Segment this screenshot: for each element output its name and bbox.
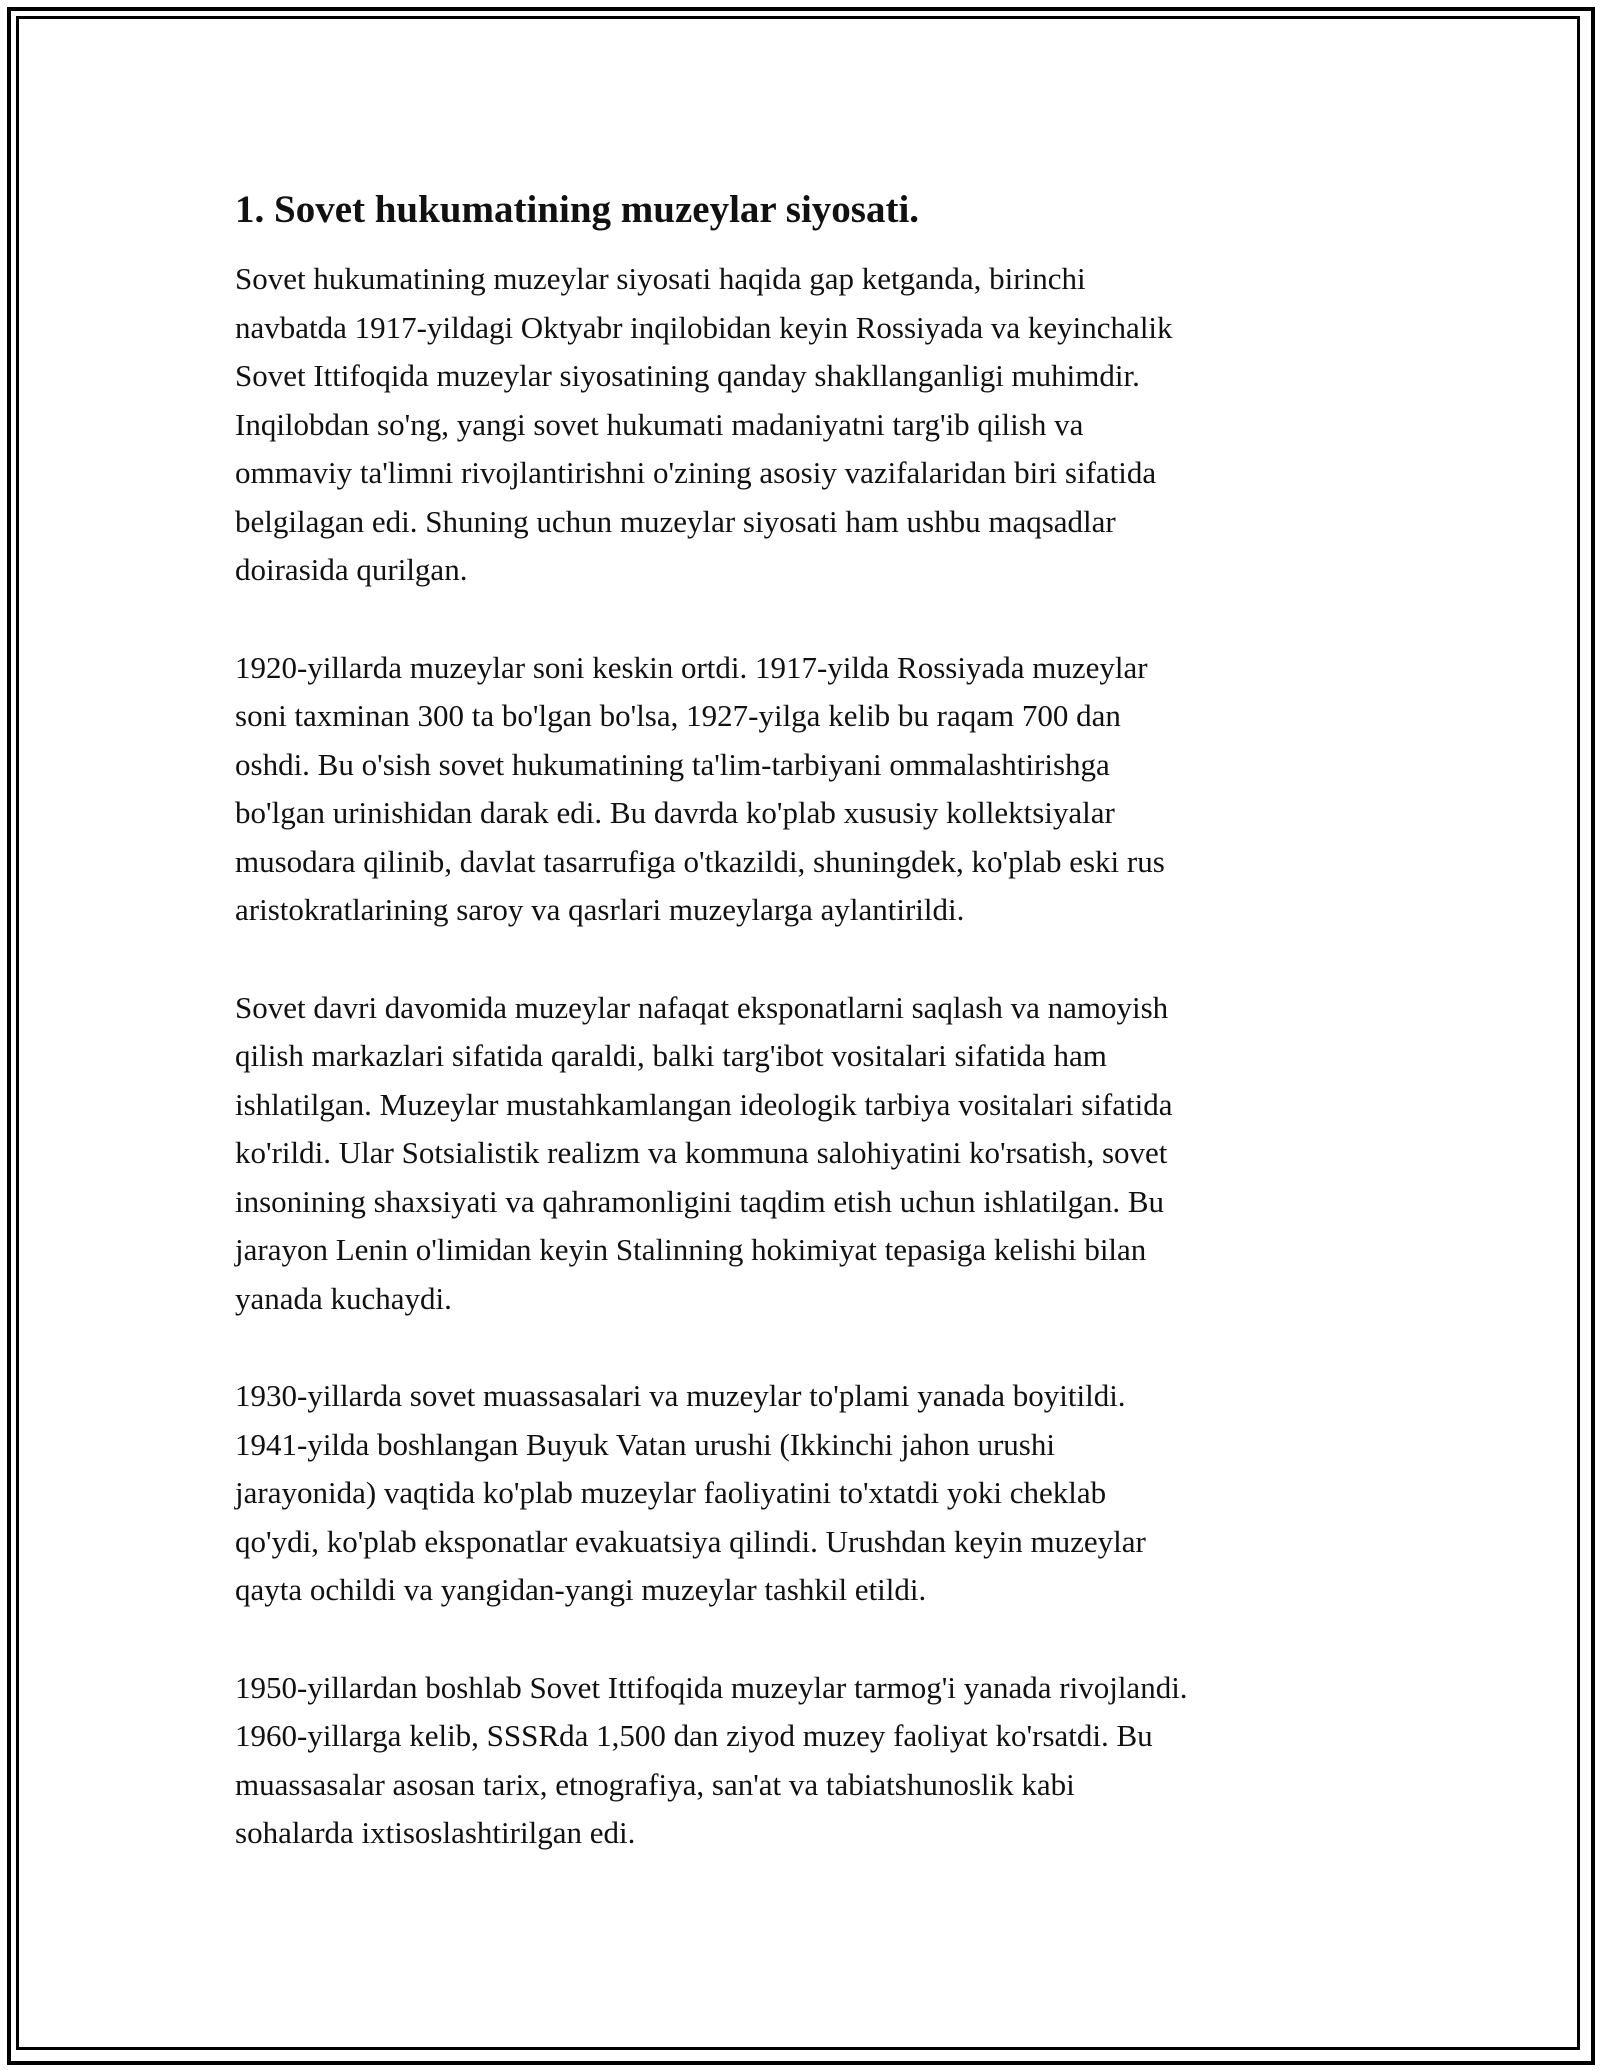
paragraph-5: 1950-yillardan boshlab Sovet Ittifoqida muzeylar tarmog'i yanada rivojlandi. 1960-yillarga kelib, SSSRda 1,500 dan ziyod muzey faoliyat ko'rsatdi. Bu muassasalar asosan tarix, etnografiya, san'at va tabiatshunoslik kabi sohalarda ixtisoslashtirilgan edi. <box>235 1669 1188 1850</box>
paragraph-4: 1930-yillarda sovet muassasalari va muzeylar to'plami yanada boyitildi. 1941-yilda boshlangan Buyuk Vatan urushi (Ikkinchi jahon urushi jarayonida) vaqtida ko'plab muzeylar faoliyatini to'xtatdi yoki cheklab qo'ydi, ko'plab eksponatlar evakuatsiya qilindi. Urushdan keyin muzeylar qayta ochildi va yangidan-yangi muzeylar tashkil etildi. <box>235 1378 1146 1607</box>
section-title: 1. Sovet hukumatining muzeylar siyosati. <box>235 188 920 231</box>
paragraph-2: 1920-yillarda muzeylar soni keskin ortdi. 1917-yilda Rossiyada muzeylar soni taxminan 300 ta bo'lgan bo'lsa, 1927-yilga kelib bu raqam 700 dan oshdi. Bu o'sish sovet hukumatining ta'lim-tarbiyani ommalashtirishga bo'lgan urinishidan darak edi. Bu davrda ko'plab xususiy kollektsiyalar musodara qilinib, davlat tasarrufiga o'tkazildi, shuningdek, ko'plab eski rus aristokratlarining saroy va qasrlari muzeylarga aylantirildi. <box>235 649 1165 927</box>
paragraph-1: Sovet hukumatining muzeylar siyosati haqida gap ketganda, birinchi navbatda 1917-yildagi Oktyabr inqilobidan keyin Rossiyada va keyinchalik Sovet Ittifoqida muzeylar siyosatining qanday shakllanganligi muhimdir. Inqilobdan so'ng, yangi sovet hukumati madaniyatni targ'ib qilish va ommaviy ta'limni rivojlantirishni o'zining asosiy vazifalaridan biri sifatida belgilagan edi. Shuning uchun muzeylar siyosati ham ushbu maqsadlar doirasida qurilgan. <box>235 261 1173 587</box>
paragraph-3: Sovet davri davomida muzeylar nafaqat eksponatlarni saqlash va namoyish qilish markazlari sifatida qaraldi, balki targ'ibot vositalari sifatida ham ishlatilgan. Muzeylar mustahkamlangan ideologik tarbiya vositalari sifatida ko'rildi. Ular Sotsialistik realizm va kommuna salohiyatini ko'rsatish, sovet insonining shaxsiyati va qahramonligini taqdim etish uchun ishlatilgan. Bu jarayon Lenin o'limidan keyin Stalinning hokimiyat tepasiga kelishi bilan yanada kuchaydi. <box>235 989 1173 1316</box>
document-body <box>235 185 1380 1907</box>
